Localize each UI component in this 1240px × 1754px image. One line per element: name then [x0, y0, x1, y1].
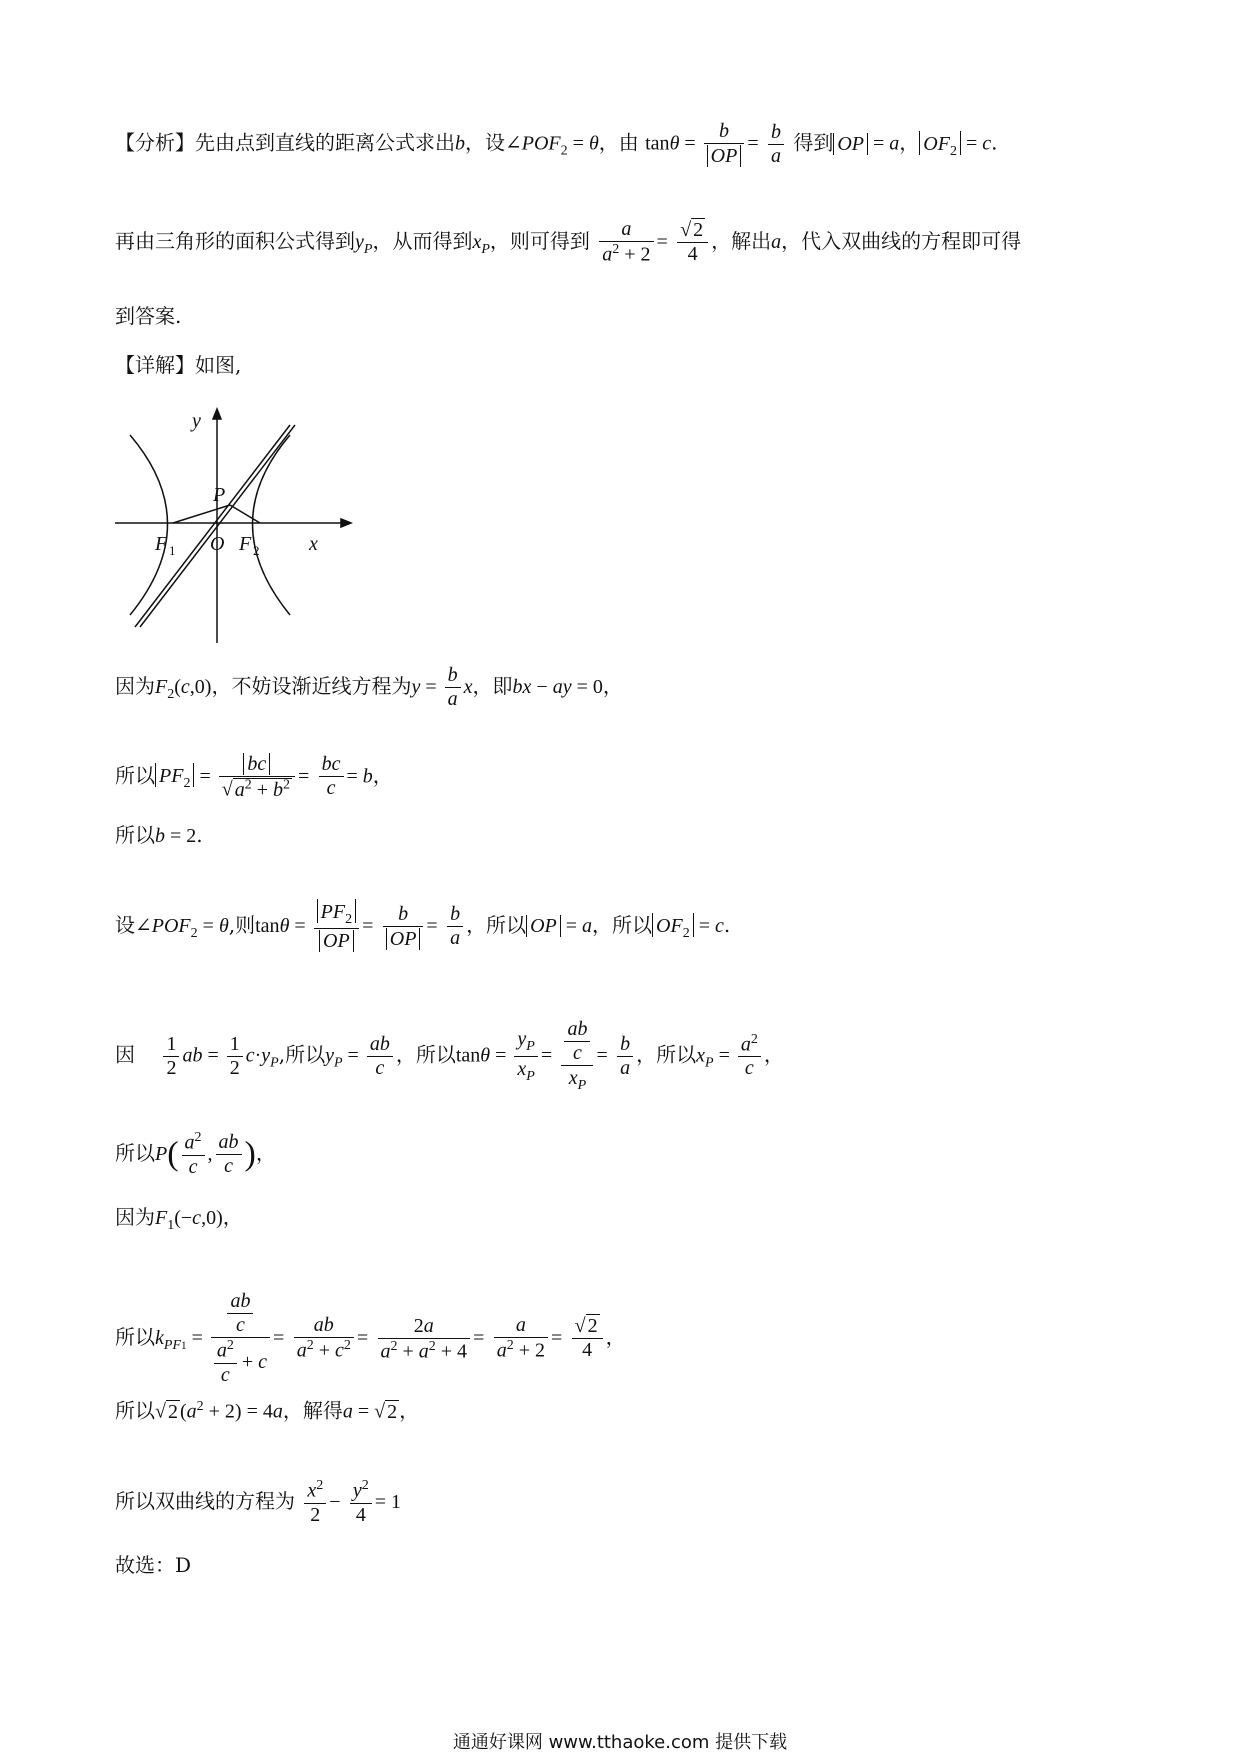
- step-3: 所以b = 2.: [115, 823, 203, 847]
- step-10: 所以双曲线的方程为 $\frac{x^2}{2}$ − $\frac{y^2}{4}$ = 1: [115, 1478, 402, 1526]
- step-1: 因为$F_2(c,0)$，不妨设渐近线方程为y = $\frac{b}{a}$ x，即bx − ay = 0，: [115, 664, 623, 710]
- label-f1-sub: 1: [169, 543, 176, 558]
- hyperbola-figure: [115, 405, 375, 645]
- step-2: 所以 $PF_2$ = $\frac{bc}{√ a^2 + b^2}$ = $\frac{bc}{c}$ = b，: [115, 753, 393, 801]
- footer: 通通好课网 www.tthaoke.com 提供下载: [452, 1732, 788, 1753]
- asymptote-line-1: [135, 425, 290, 627]
- analysis-line-2: 再由三角形的面积公式得到$y_P$，从而得到$x_P$，则可得到 $\frac{a}{a^2 + 2}$ = $\frac{√ 2}{4}$ ，解出a，代入双曲线的方程即可得: [115, 218, 1022, 266]
- hyperbola-left-branch: [130, 435, 168, 615]
- step-11-answer: 故选：D: [115, 1553, 192, 1577]
- step-4: 设$\angle POF_2 = \theta$,则tanθ = $\frac{PF_2}{OP}$ = $\frac{b}{OP}$ = $\frac{b}{a}$ ，所以 OP = a，所以 $OF_2 = c$.: [115, 901, 731, 953]
- step-5: 因 $\frac{1}{2}$ ab = $\frac{1}{2}$ $c\cdot y_P$,所以$y_P$ = $\frac{ab}{c}$ ，所以tanθ = $\frac{y_P}{x_P}$ = $\frac{\frac{ab}{c}}{x_P}$ = $\frac{b}{a}$ ，所以$x_P$ = $\frac{a^2}{c}$ ，: [115, 1018, 784, 1093]
- detail-line: 【详解】如图,: [115, 353, 242, 377]
- step-8: 所以$k_{PF1}$ = $\frac{ab}{c}$ $\frac{a^2}{c}$ + c = $\frac{ab}{a^2 + c^2}$ = $\frac{2a}{a^2 + a^2 + 4}$ = $\frac{a}{a^2 + 2}$ = $\frac{√ 2}{4}$ ，: [115, 1290, 626, 1386]
- label-f1: F: [155, 533, 168, 555]
- x-axis-arrow: [341, 519, 351, 527]
- step-7: 因为$F_1(-c,0)$，: [115, 1205, 243, 1233]
- step-9: 所以√ 2 $(a^2 + 2) = 4a$，解得a = √ 2 ，: [115, 1398, 420, 1423]
- y-axis-arrow: [213, 409, 221, 419]
- step-6: 所以P( $\frac{a^2}{c}$ , $\frac{ab}{c}$ )，: [115, 1130, 276, 1178]
- label-x: x: [309, 533, 318, 555]
- analysis-line-1: 【分析】先由点到直线的距离公式求出b，设$\angle POF_2 = \theta$，由 tanθ = $\frac{b}{OP}$ = $\frac{b}{a}$ 得到 OP = a， $OF_2 = c$.: [115, 120, 998, 167]
- label-y: y: [192, 410, 201, 432]
- segment-p-f2: [230, 505, 260, 523]
- label-f2-sub: 2: [253, 543, 260, 558]
- label-o: O: [210, 533, 225, 555]
- label-p: P: [213, 484, 226, 506]
- label-f2: F: [239, 533, 252, 555]
- analysis-line-3: 到答案.: [115, 304, 182, 328]
- hyperbola-right-branch: [253, 435, 291, 615]
